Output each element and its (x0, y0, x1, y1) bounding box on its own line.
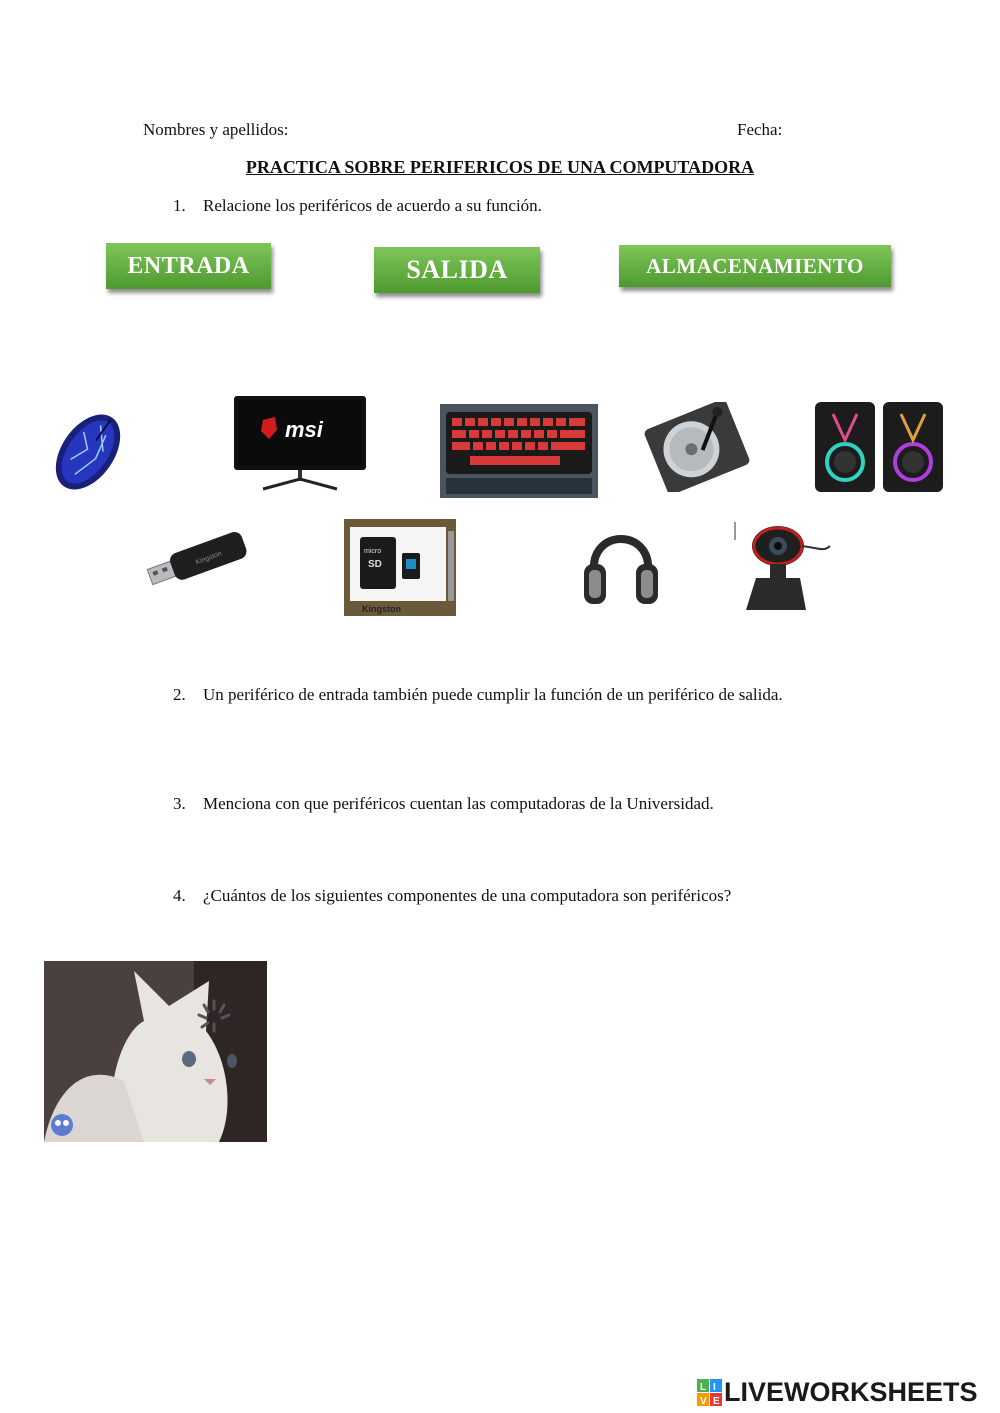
monitor-icon[interactable] (233, 395, 367, 492)
liveworksheets-logo-text: LIVEWORKSHEETS (724, 1377, 978, 1407)
svg-text:L: L (700, 1382, 707, 1393)
keyboard-icon[interactable] (440, 404, 598, 498)
category-salida[interactable]: SALIDA (374, 247, 540, 293)
svg-text:SD: SD (368, 559, 382, 570)
usb-drive-icon[interactable] (143, 524, 251, 596)
question-2-number: 2. (173, 685, 186, 704)
cat-loading-icon (44, 961, 267, 1142)
microsd-card-icon[interactable] (344, 519, 456, 616)
headphones-icon[interactable] (580, 520, 662, 610)
question-3-number: 3. (173, 794, 186, 813)
hard-drive-icon[interactable] (643, 402, 751, 492)
question-2-text: Un periférico de entrada también puede cumplir la función de un periférico de salida. (203, 685, 783, 704)
liveworksheets-logo-icon (697, 1379, 723, 1407)
svg-text:E: E (713, 1396, 720, 1407)
svg-text:micro: micro (364, 548, 382, 555)
names-label: Nombres y apellidos: (143, 120, 289, 139)
question-1-number: 1. (173, 196, 186, 215)
svg-text:V: V (700, 1396, 707, 1407)
svg-text:msi: msi (285, 417, 323, 442)
svg-text:Kingston: Kingston (194, 550, 223, 567)
category-entrada[interactable]: ENTRADA (106, 243, 271, 289)
speakers-icon[interactable] (813, 400, 945, 494)
question-3-text: Menciona con que periféricos cuentan las computadoras de la Universidad. (203, 794, 714, 813)
webcam-icon[interactable] (734, 518, 832, 616)
category-almacenamiento[interactable]: ALMACENAMIENTO (619, 245, 891, 287)
date-label: Fecha: (737, 120, 783, 139)
svg-text:I: I (713, 1382, 716, 1393)
question-4-number: 4. (173, 886, 186, 905)
question-1-text: Relacione los periféricos de acuerdo a su función. (203, 196, 542, 215)
mouse-icon[interactable] (38, 408, 138, 496)
svg-text:Kingston: Kingston (362, 604, 401, 614)
page-title: PRACTICA SOBRE PERIFERICOS DE UNA COMPUTADORA (245, 157, 755, 177)
question-4-text: ¿Cuántos de los siguientes componentes de una computadora son periféricos? (203, 886, 732, 905)
